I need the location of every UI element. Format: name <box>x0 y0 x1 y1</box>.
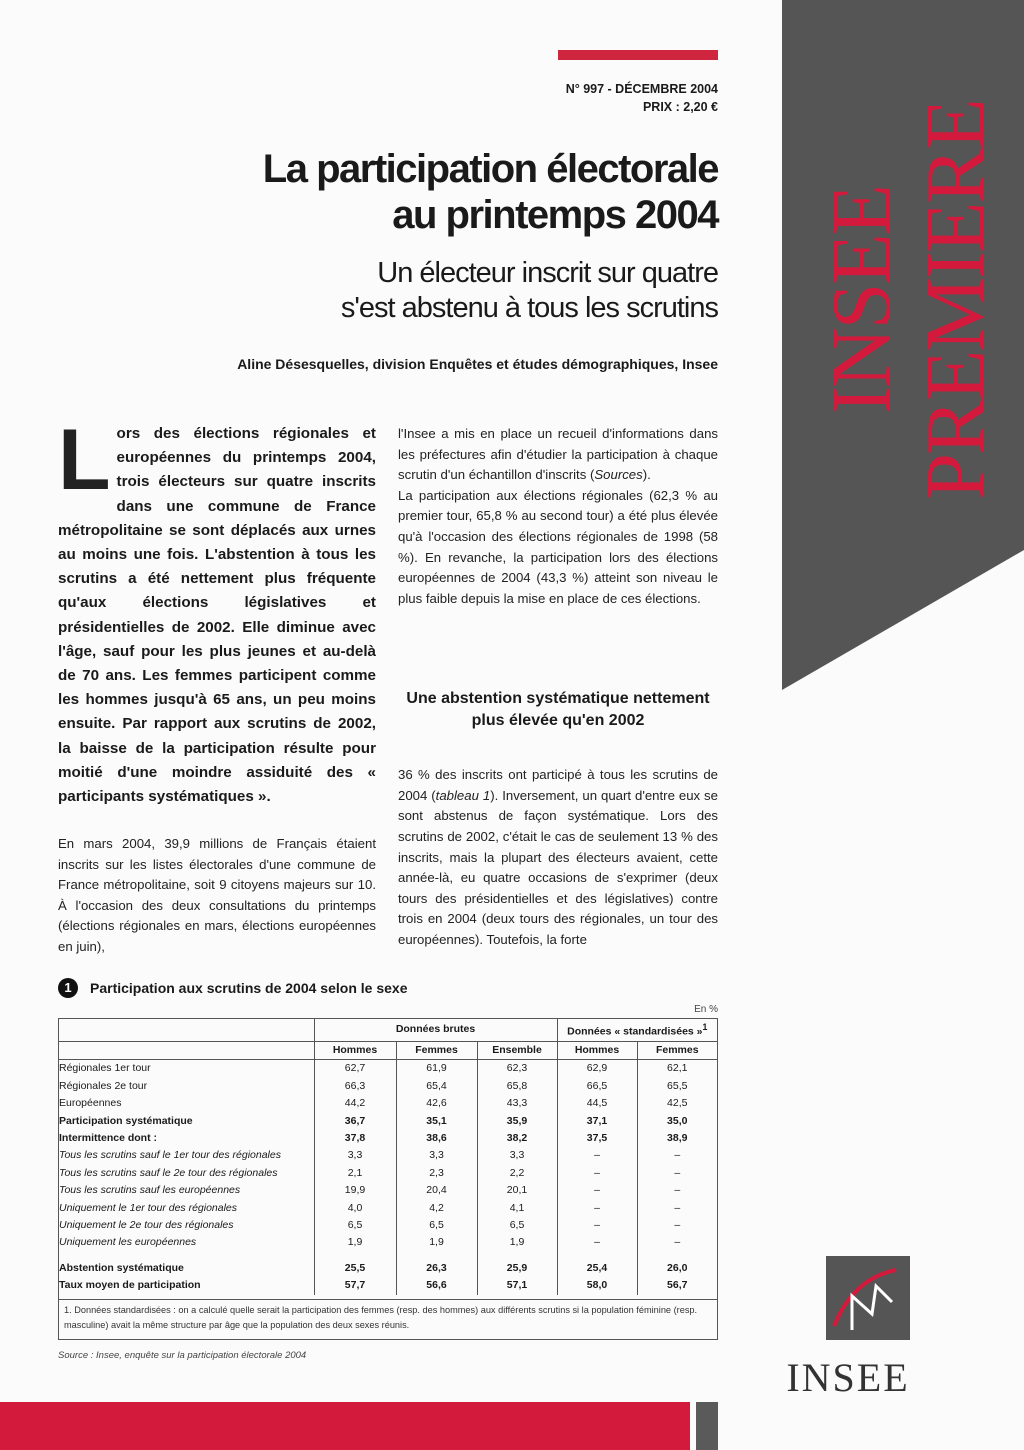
issue-number: N° 997 - DÉCEMBRE 2004 <box>565 82 718 96</box>
table-cell: – <box>637 1147 717 1164</box>
table-cell: 37,5 <box>557 1130 637 1147</box>
table-cell: 37,8 <box>314 1130 396 1147</box>
table-cell: 35,0 <box>637 1113 717 1130</box>
table-row <box>59 1147 717 1164</box>
table-title: Participation aux scrutins de 2004 selon le sexe <box>90 980 408 996</box>
insee-logo-text: INSEE <box>786 1355 910 1400</box>
table-cell: 58,0 <box>557 1277 637 1294</box>
table-cell: 62,3 <box>477 1060 557 1078</box>
table-row <box>59 1113 717 1130</box>
table-cell: 3,3 <box>477 1147 557 1164</box>
page-title: La participation électorale au printemps 2004 <box>262 147 718 237</box>
page-subtitle: Un électeur inscrit sur quatre s'est abstenu à tous les scrutins <box>340 257 718 324</box>
group-header-std: Données « standardisées »$^1$ <box>557 1019 717 1041</box>
table-cell: 56,7 <box>637 1277 717 1294</box>
column-header: Femmes <box>637 1041 717 1059</box>
table-row <box>59 1165 717 1182</box>
table-cell: – <box>637 1165 717 1182</box>
table-cell: 61,9 <box>396 1060 477 1078</box>
table-cell: 42,6 <box>396 1095 477 1112</box>
table-cell: 20,4 <box>396 1182 477 1199</box>
table-cell: 62,1 <box>637 1060 717 1078</box>
table-cell: 57,7 <box>314 1277 396 1294</box>
body-paragraph: La participation aux élections régionales (62,3 % au premier tour, 65,8 % au second tour) a été plus élevée qu'à l'occasion des élections régionales de 1998 (58 %). En revanche, la participation lors des élections européennes de 2004 (43,3 %) atteint son niveau le plus faible depuis la mise en place de ces élections. <box>398 487 718 606</box>
table-cell: 4,2 <box>396 1200 477 1217</box>
table-cell: 19,9 <box>314 1182 396 1199</box>
table-cell: – <box>557 1217 637 1234</box>
row-label: Régionales 2e tour <box>59 1079 148 1092</box>
table-cell: 26,0 <box>637 1260 717 1277</box>
table-cell: 38,6 <box>396 1130 477 1147</box>
data-table <box>59 1019 717 1295</box>
table-cell: 1,9 <box>477 1234 557 1251</box>
table-cell: – <box>557 1200 637 1217</box>
section-heading: Une abstention systématique nettement plus élevée qu'en 2002 <box>406 690 710 729</box>
body-paragraph: l'Insee a mis en place un recueil d'informations dans les préfectures afin d'étudier la participation à chaque scrutin d'un échantillon d'inscrits (Sources). <box>398 426 718 483</box>
table-cell: 2,2 <box>477 1165 557 1182</box>
table-cell: 25,5 <box>314 1260 396 1277</box>
issue-price: PRIX : 2,20 € <box>642 100 718 114</box>
row-label: Uniquement les européennes <box>59 1236 197 1249</box>
table-cell: 3,3 <box>314 1147 396 1164</box>
table-cell: 36,7 <box>314 1113 396 1130</box>
row-label: Tous les scrutins sauf le 1er tour des régionales <box>59 1149 281 1162</box>
table-cell: 1,9 <box>396 1234 477 1251</box>
row-label: Participation systématique <box>59 1114 193 1127</box>
table-row <box>59 1260 717 1277</box>
table-row <box>59 1217 717 1234</box>
row-label: Régionales 1er tour <box>59 1062 151 1075</box>
row-label: Taux moyen de participation <box>59 1279 201 1292</box>
body-paragraph: En mars 2004, 39,9 millions de Français étaient inscrits sur les listes électorales d'une commune de France métropolitaine, soit 9 citoyens majeurs sur 10. À l'occasion des deux consultations du printemps (élections régionales en mars, élections européennes en juin), <box>58 836 376 954</box>
table-number-badge: 1 <box>58 978 78 998</box>
dropcap: L <box>58 412 111 508</box>
table-cell: 44,5 <box>557 1095 637 1112</box>
row-label: Abstention systématique <box>59 1261 184 1274</box>
table-cell: 66,3 <box>314 1078 396 1095</box>
issue-info <box>566 80 718 116</box>
author-line: Aline Désesquelles, division Enquêtes et études démographiques, Insee <box>237 356 718 372</box>
body-right-column-2 <box>398 752 718 964</box>
row-label: Uniquement le 1er tour des régionales <box>59 1201 238 1214</box>
row-label: Tous les scrutins sauf les européennes <box>59 1184 241 1197</box>
table-cell: 35,1 <box>396 1113 477 1130</box>
row-label: Uniquement le 2e tour des régionales <box>59 1218 234 1231</box>
table-cell: 2,3 <box>396 1165 477 1182</box>
table-cell: 20,1 <box>477 1182 557 1199</box>
table-cell: 62,9 <box>557 1060 637 1078</box>
column-header: Hommes <box>314 1041 396 1059</box>
table-cell: 37,1 <box>557 1113 637 1130</box>
body-right-column <box>398 424 718 609</box>
table-cell: 42,5 <box>637 1095 717 1112</box>
table-row <box>59 1095 717 1112</box>
table-corner <box>59 1019 314 1041</box>
table-cell: – <box>637 1234 717 1251</box>
brand-premiere-vertical: PREMIERE <box>909 100 1002 500</box>
row-label: Intermittence dont : <box>59 1131 158 1144</box>
table-cell: 3,3 <box>396 1147 477 1164</box>
table-cell: – <box>557 1165 637 1182</box>
table-row <box>59 1130 717 1147</box>
table-cell: 4,0 <box>314 1200 396 1217</box>
table-cell: – <box>557 1234 637 1251</box>
brand-insee-vertical: INSEE <box>815 186 908 414</box>
table-cell: 43,3 <box>477 1095 557 1112</box>
table-cell: 6,5 <box>396 1217 477 1234</box>
table-row <box>59 1277 717 1294</box>
table-cell: 38,2 <box>477 1130 557 1147</box>
table-cell: 65,8 <box>477 1078 557 1095</box>
column-header: Femmes <box>396 1041 477 1059</box>
table-cell: 6,5 <box>477 1217 557 1234</box>
table-cell: 6,5 <box>314 1217 396 1234</box>
footer-red-bar <box>0 1402 690 1450</box>
table-cell: 56,6 <box>396 1277 477 1294</box>
body-left-column <box>58 834 376 958</box>
row-label: Européennes <box>59 1097 122 1110</box>
body-paragraph: 36 % des inscrits ont participé à tous les scrutins de 2004 (tableau 1). Inversement, un quart d'entre eux se sont abstenus de façon systématique. Lors des scrutins de 2002, c'était le cas de seulement 13 % des inscrits, mais la plupart des électeurs avaient, cette année-là, eu quatre occasions de s'exprimer (deux tours des présidentielles et des législatives) contre trois en 2004 (deux tours des régionales, un tour des européennes). Toutefois, la forte <box>398 767 718 947</box>
table-row <box>59 1182 717 1199</box>
table-cell: 25,9 <box>477 1260 557 1277</box>
table-cell: 26,3 <box>396 1260 477 1277</box>
table-cell: 2,1 <box>314 1165 396 1182</box>
table-cell: 38,9 <box>637 1130 717 1147</box>
data-table-box <box>58 1018 718 1340</box>
table-cell: 4,1 <box>477 1200 557 1217</box>
table-cell: 44,2 <box>314 1095 396 1112</box>
row-label: Tous les scrutins sauf le 2e tour des régionales <box>59 1166 278 1179</box>
group-header-brutes: Données brutes <box>314 1019 557 1041</box>
table-cell: 65,4 <box>396 1078 477 1095</box>
table-cell: 62,7 <box>314 1060 396 1078</box>
table-cell: 25,4 <box>557 1260 637 1277</box>
footnote-rule <box>59 1299 717 1300</box>
table-footnote: 1. Données standardisées : on a calculé quelle serait la participation des femmes (resp. des hommes) aux différents scrutins si la population féminine (resp. masculine) avait la même structure par âge que la population des deux sexes réunis. <box>64 1305 698 1330</box>
table-cell: 35,9 <box>477 1113 557 1130</box>
table-row <box>59 1078 717 1095</box>
column-header: Ensemble <box>477 1041 557 1059</box>
footer-gray-bar <box>696 1402 718 1450</box>
table-cell: – <box>557 1147 637 1164</box>
table-cell: 1,9 <box>314 1234 396 1251</box>
column-header: Hommes <box>557 1041 637 1059</box>
table-cell: – <box>637 1200 717 1217</box>
table-row <box>59 1200 717 1217</box>
table-source: Source : Insee, enquête sur la participation électorale 2004 <box>58 1350 307 1361</box>
table-cell: 65,5 <box>637 1078 717 1095</box>
insee-logo-mark <box>826 1256 910 1340</box>
table-unit: En % <box>694 1004 718 1015</box>
table-cell: – <box>557 1182 637 1199</box>
table-cell: 57,1 <box>477 1277 557 1294</box>
header-rule <box>558 50 718 60</box>
lead-paragraph <box>58 412 376 809</box>
table-row <box>59 1234 717 1251</box>
lead-text: ors des élections régionales et européennes du printemps 2004, trois électeurs sur quatre inscrits dans une commune de France métropolitaine se sont déplacés aux urnes au moins une fois. L'abstention à tous les scrutins a été nettement plus fréquente qu'aux élections législatives et présidentielles de 2002. Elle diminue avec l'âge, sauf pour les plus jeunes et au-delà de 70 ans. Les femmes participent comme les hommes jusqu'à 65 ans, un peu moins ensuite. Par rapport aux scrutins de 2002, la baisse de la participation résulte pour moitié d'une moindre assiduité des « participants systématiques ». <box>58 425 376 806</box>
table-cell: – <box>637 1217 717 1234</box>
table-cell: – <box>637 1182 717 1199</box>
table-cell: 66,5 <box>557 1078 637 1095</box>
table-row <box>59 1060 717 1078</box>
